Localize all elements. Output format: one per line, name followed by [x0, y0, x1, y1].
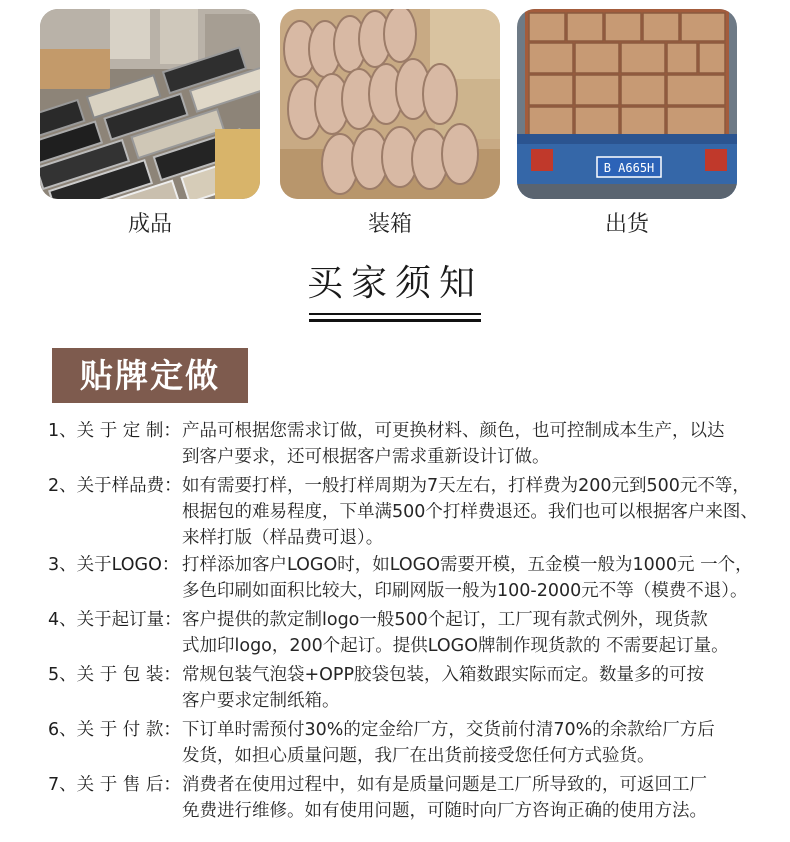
- notice-line: 打样添加客户LOGO时，如LOGO需要开模，五金模一般为1000元 一个，: [182, 555, 753, 575]
- notice-line: 客户要求定制纸箱。: [182, 691, 340, 711]
- photo-shipping: [517, 9, 737, 199]
- notice-line: 多色印刷如面积比较大，印刷网版一般为100-2000元不等（模费不退）。: [182, 581, 748, 601]
- notice-label: 3、关于LOGO：: [48, 555, 180, 575]
- notice-line: 如有需要打样，一般打样周期为7天左右，打样费为200元到500元不等，: [182, 476, 750, 496]
- notice-line: 式加印logo，200个起订。提供LOGO牌制作现货款的 不需要起订量。: [182, 636, 729, 656]
- notice-label: 7、关 于 售 后：: [48, 775, 181, 795]
- caption-finished-products: 成品: [127, 212, 172, 237]
- notice-line: 根据包的难易程度，下单满500个打样费退还。我们也可以根据客户来图、: [182, 502, 758, 522]
- caption-shipping: 出货: [604, 212, 649, 237]
- notice-line: 发货，如担心质量问题，我厂在出货前接受您任何方式验货。: [182, 746, 655, 766]
- title-underline-thick: [309, 319, 481, 322]
- shipping-truck-photo-icon: [517, 9, 737, 199]
- packing-photo-icon: [280, 9, 500, 199]
- notice-text: [182, 772, 782, 824]
- notice-line: 到客户要求，还可根据客户需求重新设计订做。: [182, 447, 550, 467]
- notice-label: 5、关 于 包 装：: [48, 665, 181, 685]
- notice-text: [182, 473, 782, 551]
- notice-text: [182, 607, 782, 659]
- notice-line: 免费进行维修。如有使用问题，可随时向厂方咨询正确的使用方法。: [182, 801, 707, 821]
- photo-finished-products: [40, 9, 260, 199]
- notice-line: 客户提供的款定制logo一般500个起订，工厂现有款式例外，现货款: [182, 610, 708, 630]
- notice-line: 下订单时需预付30%的定金给厂方，交货前付清70%的余款给厂方后: [182, 720, 715, 740]
- notice-line: 产品可根据您需求订做，可更换材料、颜色，也可控制成本生产，以达: [182, 421, 725, 441]
- notice-text: [182, 418, 782, 470]
- notice-text: [182, 717, 782, 769]
- notice-line: 消费者在使用过程中，如有是质量问题是工厂所导致的，可返回工厂: [182, 775, 707, 795]
- photo-packing: [280, 9, 500, 199]
- license-plate: B A665H: [603, 161, 655, 175]
- notice-label: 2、关于样品费：: [48, 476, 182, 496]
- notice-label: 4、关于起订量：: [48, 610, 182, 630]
- notice-text: [182, 662, 782, 714]
- page-title: 买家须知: [306, 263, 483, 304]
- title-underline-thin: [309, 313, 481, 315]
- notice-text: [182, 552, 782, 604]
- notice-label: 1、关 于 定 制：: [48, 421, 181, 441]
- oem-custom-badge: 贴牌定做: [52, 348, 248, 403]
- notice-line: 常规包装气泡袋+OPP胶袋包装，入箱数跟实际而定。数量多的可按: [182, 665, 705, 685]
- finished-products-photo-icon: [40, 9, 260, 199]
- caption-packing: 装箱: [367, 212, 412, 237]
- notice-label: 6、关 于 付 款：: [48, 720, 181, 740]
- notice-line: 来样打版（样品费可退）。: [182, 528, 384, 548]
